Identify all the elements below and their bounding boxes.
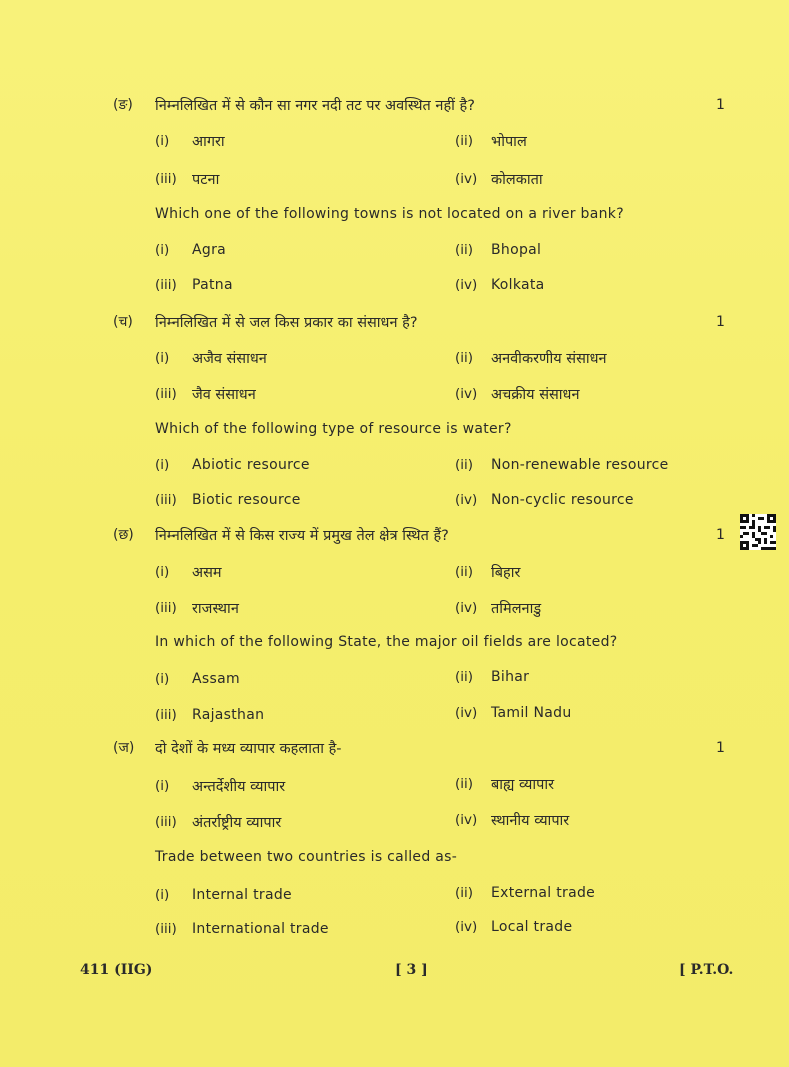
- option-text-english: Agra: [192, 242, 226, 258]
- option-number: (iii): [155, 492, 177, 508]
- option-text-english: Local trade: [491, 919, 573, 935]
- option-text-english: Patna: [192, 277, 233, 293]
- option-text-hindi: तमिलनाडु: [491, 601, 542, 617]
- option-number: (i): [155, 778, 170, 794]
- option-number: (i): [155, 242, 170, 258]
- question-text-english: Which one of the following towns is not located on a river bank?: [155, 206, 624, 222]
- option-text-english: Bihar: [491, 669, 530, 685]
- option-text-hindi: बिहार: [491, 565, 521, 581]
- option-text-hindi: स्थानीय व्यापार: [491, 813, 570, 829]
- option-text-hindi: असम: [192, 565, 222, 581]
- option-text-hindi: भोपाल: [491, 134, 527, 150]
- question-number: (छ): [113, 527, 134, 543]
- question-text-english: Trade between two countries is called as-: [155, 849, 458, 865]
- option-number: (i): [155, 564, 170, 580]
- option-text-hindi: अन्तर्देशीय व्यापार: [192, 779, 286, 795]
- option-number: (i): [155, 457, 170, 473]
- option-text-hindi: बाह्य व्यापार: [491, 777, 555, 793]
- option-number: (ii): [455, 776, 474, 792]
- option-text-hindi: अनवीकरणीय संसाधन: [491, 351, 607, 367]
- option-text-english: Abiotic resource: [192, 457, 310, 473]
- question-number: (ज): [113, 740, 135, 756]
- option-number: (ii): [455, 669, 474, 685]
- option-text-hindi: राजस्थान: [192, 601, 239, 617]
- option-number: (ii): [455, 133, 474, 149]
- option-number: (iv): [455, 171, 478, 187]
- option-text-english: External trade: [491, 885, 596, 901]
- option-number: (iii): [155, 921, 177, 937]
- option-text-hindi: अजैव संसाधन: [192, 351, 267, 367]
- option-number: (iii): [155, 171, 177, 187]
- option-text-english: Tamil Nadu: [491, 705, 572, 721]
- option-number: (ii): [455, 350, 474, 366]
- marks: 1: [716, 314, 725, 330]
- question-text-hindi: दो देशों के मध्य व्यापार कहलाता है-: [155, 741, 342, 757]
- option-text-english: Biotic resource: [192, 492, 301, 508]
- option-number: (iv): [455, 492, 478, 508]
- option-text-english: Kolkata: [491, 277, 545, 293]
- paper-code: 411 (IIG): [80, 962, 153, 978]
- option-text-hindi: आगरा: [192, 134, 225, 150]
- option-number: (iii): [155, 707, 177, 723]
- option-number: (iv): [455, 386, 478, 402]
- option-number: (ii): [455, 242, 474, 258]
- question-number: (ङ): [113, 97, 133, 113]
- option-text-english: Internal trade: [192, 887, 292, 903]
- option-number: (ii): [455, 564, 474, 580]
- question-text-hindi: निम्नलिखित में से कौन सा नगर नदी तट पर अवस्थित नहीं है?: [155, 98, 475, 114]
- option-number: (iv): [455, 277, 478, 293]
- option-number: (iii): [155, 277, 177, 293]
- question-text-english: In which of the following State, the major oil fields are located?: [155, 634, 618, 650]
- pto-note: [ P.T.O.: [679, 962, 734, 978]
- option-number: (iv): [455, 812, 478, 828]
- option-text-hindi: अंतर्राष्ट्रीय व्यापार: [192, 815, 282, 831]
- option-text-english: Assam: [192, 671, 240, 687]
- option-text-hindi: अचक्रीय संसाधन: [491, 387, 580, 403]
- option-number: (iv): [455, 705, 478, 721]
- option-number: (i): [155, 887, 170, 903]
- option-text-hindi: जैव संसाधन: [192, 387, 256, 403]
- qr-code: [740, 514, 776, 550]
- option-number: (iii): [155, 600, 177, 616]
- marks: 1: [716, 527, 725, 543]
- question-text-hindi: निम्नलिखित में से जल किस प्रकार का संसाधन है?: [155, 315, 418, 331]
- marks: 1: [716, 97, 725, 113]
- option-number: (iv): [455, 919, 478, 935]
- option-text-english: Rajasthan: [192, 707, 265, 723]
- option-number: (ii): [455, 457, 474, 473]
- option-text-english: Non-renewable resource: [491, 457, 669, 473]
- option-number: (iii): [155, 386, 177, 402]
- option-text-hindi: कोलकाता: [491, 172, 543, 188]
- option-number: (iii): [155, 814, 177, 830]
- option-text-hindi: पटना: [192, 172, 220, 188]
- option-number: (ii): [455, 885, 474, 901]
- question-text-hindi: निम्नलिखित में से किस राज्य में प्रमुख तेल क्षेत्र स्थित हैं?: [155, 528, 449, 544]
- page-number: [ 3 ]: [395, 962, 428, 978]
- option-text-english: Non-cyclic resource: [491, 492, 634, 508]
- option-text-english: International trade: [192, 921, 329, 937]
- option-number: (i): [155, 671, 170, 687]
- option-number: (i): [155, 350, 170, 366]
- question-text-english: Which of the following type of resource is water?: [155, 421, 512, 437]
- option-number: (i): [155, 133, 170, 149]
- option-text-english: Bhopal: [491, 242, 542, 258]
- question-number: (च): [113, 314, 133, 330]
- marks: 1: [716, 740, 725, 756]
- option-number: (iv): [455, 600, 478, 616]
